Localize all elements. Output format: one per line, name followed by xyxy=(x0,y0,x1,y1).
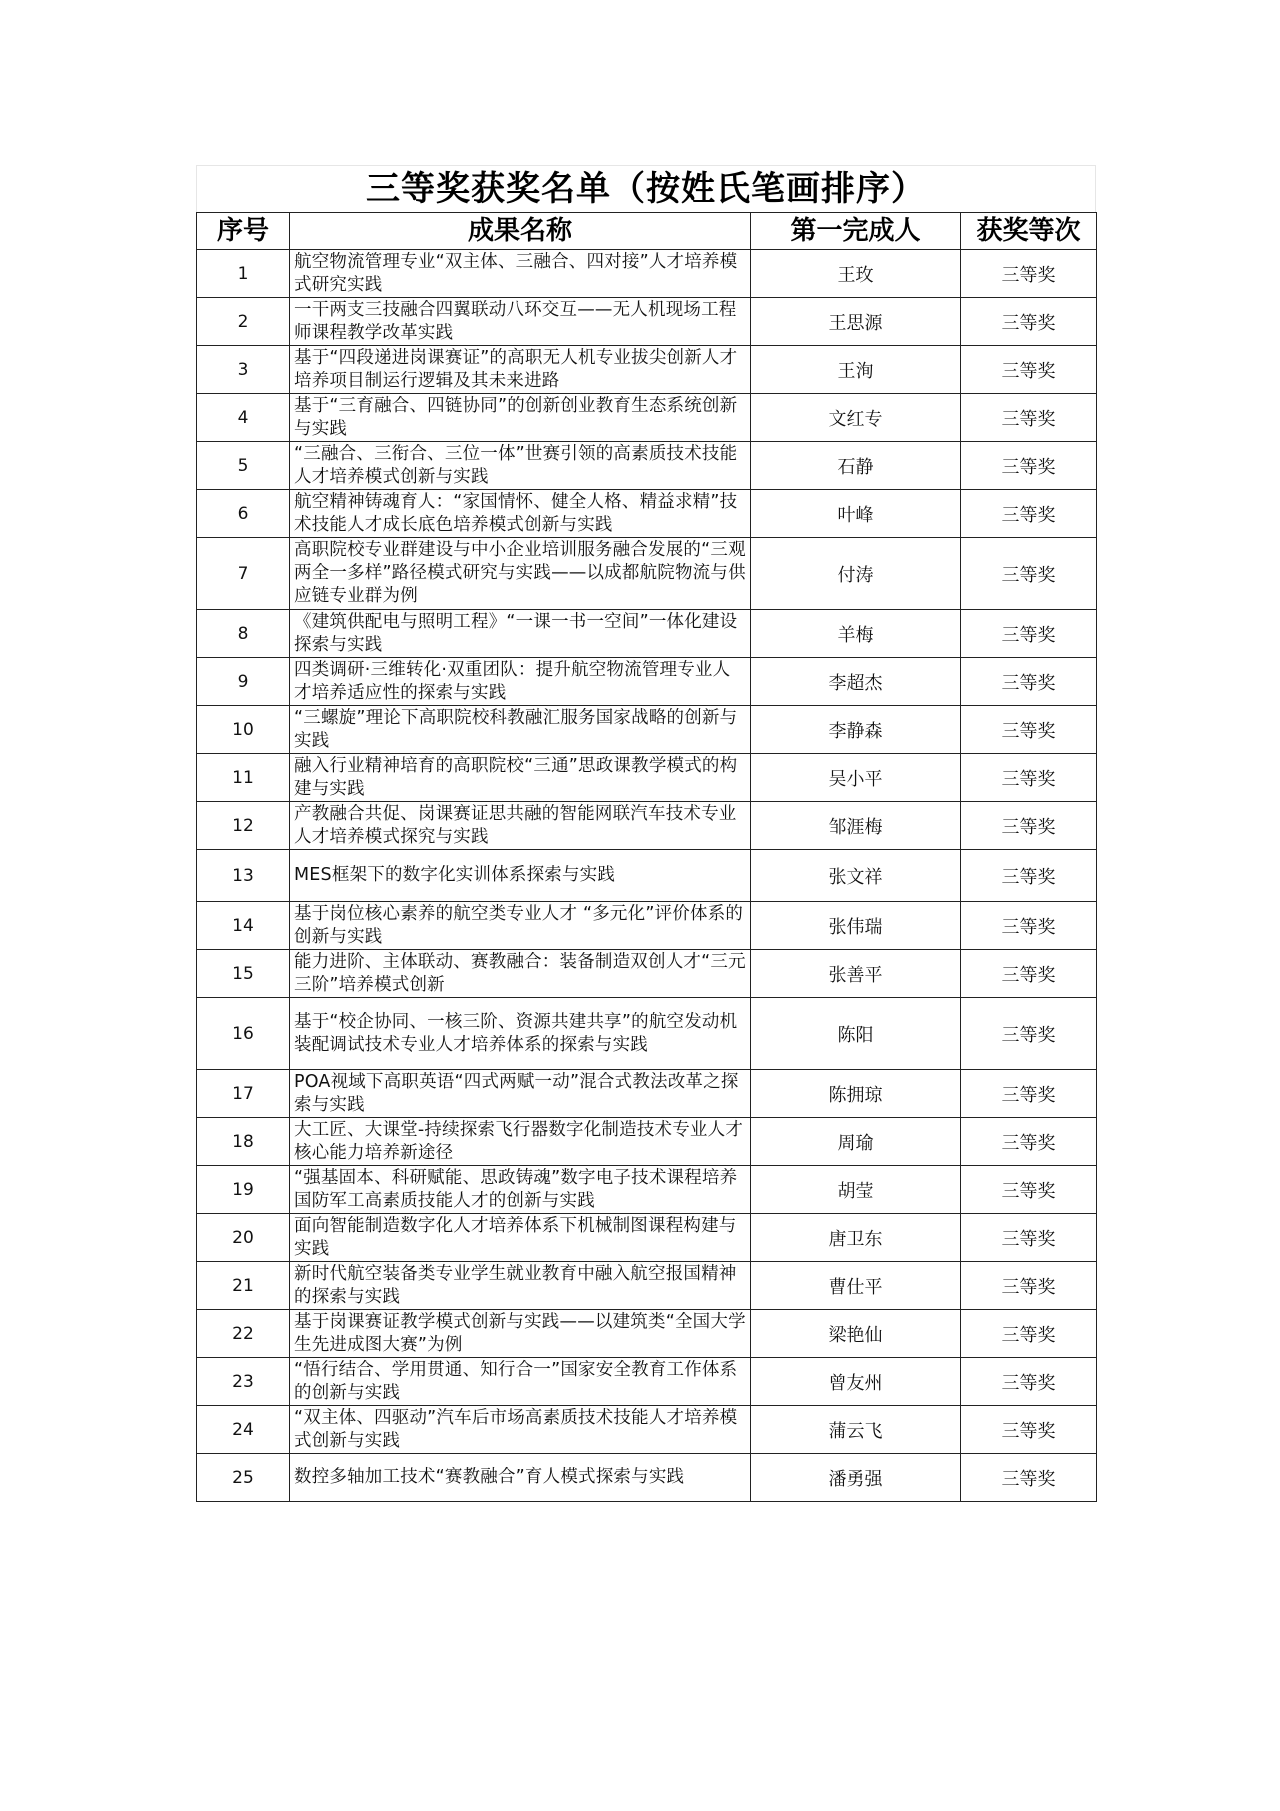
row-first-completer: 王玫 xyxy=(751,250,961,298)
row-serial-number: 24 xyxy=(197,1406,290,1454)
row-award-level: 三等奖 xyxy=(961,706,1097,754)
table-row xyxy=(197,538,1097,610)
table-row xyxy=(197,802,1097,850)
table-row xyxy=(197,1358,1097,1406)
row-serial-number: 11 xyxy=(197,754,290,802)
row-achievement-name: 四类调研·三维转化·双重团队：提升航空物流管理专业人才培养适应性的探索与实践 xyxy=(290,658,751,706)
row-serial-number: 15 xyxy=(197,950,290,998)
row-serial-number: 5 xyxy=(197,442,290,490)
table-row xyxy=(197,298,1097,346)
row-achievement-name: 基于“四段递进岗课赛证”的高职无人机专业拔尖创新人才培养项目制运行逻辑及其未来进路 xyxy=(290,346,751,394)
row-award-level: 三等奖 xyxy=(961,490,1097,538)
table-row xyxy=(197,1262,1097,1310)
table-row xyxy=(197,1406,1097,1454)
row-award-level: 三等奖 xyxy=(961,1406,1097,1454)
row-serial-number: 22 xyxy=(197,1310,290,1358)
row-award-level: 三等奖 xyxy=(961,1166,1097,1214)
row-award-level: 三等奖 xyxy=(961,1358,1097,1406)
row-serial-number: 8 xyxy=(197,610,290,658)
table-row xyxy=(197,1070,1097,1118)
table-row xyxy=(197,394,1097,442)
row-serial-number: 9 xyxy=(197,658,290,706)
row-award-level: 三等奖 xyxy=(961,998,1097,1070)
row-serial-number: 21 xyxy=(197,1262,290,1310)
row-first-completer: 潘勇强 xyxy=(751,1454,961,1502)
row-achievement-name: 大工匠、大课堂-持续探索飞行器数字化制造技术专业人才核心能力培养新途径 xyxy=(290,1118,751,1166)
row-serial-number: 6 xyxy=(197,490,290,538)
row-first-completer: 文红专 xyxy=(751,394,961,442)
row-serial-number: 1 xyxy=(197,250,290,298)
row-serial-number: 3 xyxy=(197,346,290,394)
table-row xyxy=(197,902,1097,950)
table-row xyxy=(197,346,1097,394)
row-achievement-name: 面向智能制造数字化人才培养体系下机械制图课程构建与实践 xyxy=(290,1214,751,1262)
table-row xyxy=(197,1310,1097,1358)
table-header-row xyxy=(197,213,1097,250)
row-award-level: 三等奖 xyxy=(961,1118,1097,1166)
row-achievement-name: 《建筑供配电与照明工程》“一课一书一空间”一体化建设探索与实践 xyxy=(290,610,751,658)
row-achievement-name: MES框架下的数字化实训体系探索与实践 xyxy=(290,850,751,902)
row-first-completer: 曾友州 xyxy=(751,1358,961,1406)
row-award-level: 三等奖 xyxy=(961,442,1097,490)
table-row xyxy=(197,998,1097,1070)
row-first-completer: 陈阳 xyxy=(751,998,961,1070)
row-first-completer: 邹涯梅 xyxy=(751,802,961,850)
table-row xyxy=(197,442,1097,490)
row-achievement-name: “三融合、三衔合、三位一体”世赛引领的高素质技术技能人才培养模式创新与实践 xyxy=(290,442,751,490)
row-first-completer: 羊梅 xyxy=(751,610,961,658)
table-row xyxy=(197,1214,1097,1262)
row-award-level: 三等奖 xyxy=(961,1310,1097,1358)
row-award-level: 三等奖 xyxy=(961,1214,1097,1262)
row-serial-number: 13 xyxy=(197,850,290,902)
row-first-completer: 李静森 xyxy=(751,706,961,754)
row-achievement-name: 高职院校专业群建设与中小企业培训服务融合发展的“三观两全一多样”路径模式研究与实践——以成都航院物流与供应链专业群为例 xyxy=(290,538,751,610)
table-row xyxy=(197,1166,1097,1214)
row-first-completer: 曹仕平 xyxy=(751,1262,961,1310)
award-list-sheet xyxy=(196,165,1096,1502)
table-row xyxy=(197,950,1097,998)
row-achievement-name: 航空物流管理专业“双主体、三融合、四对接”人才培养模式研究实践 xyxy=(290,250,751,298)
row-serial-number: 23 xyxy=(197,1358,290,1406)
row-award-level: 三等奖 xyxy=(961,346,1097,394)
row-serial-number: 7 xyxy=(197,538,290,610)
row-achievement-name: 基于“三育融合、四链协同”的创新创业教育生态系统创新与实践 xyxy=(290,394,751,442)
row-serial-number: 17 xyxy=(197,1070,290,1118)
table-row xyxy=(197,250,1097,298)
row-serial-number: 12 xyxy=(197,802,290,850)
row-award-level: 三等奖 xyxy=(961,802,1097,850)
row-first-completer: 张文祥 xyxy=(751,850,961,902)
row-award-level: 三等奖 xyxy=(961,850,1097,902)
row-achievement-name: “强基固本、科研赋能、思政铸魂”数字电子技术课程培养国防军工高素质技能人才的创新与实践 xyxy=(290,1166,751,1214)
row-first-completer: 唐卫东 xyxy=(751,1214,961,1262)
table-row xyxy=(197,658,1097,706)
row-achievement-name: 新时代航空装备类专业学生就业教育中融入航空报国精神的探索与实践 xyxy=(290,1262,751,1310)
row-achievement-name: “三螺旋”理论下高职院校科教融汇服务国家战略的创新与实践 xyxy=(290,706,751,754)
row-achievement-name: 能力进阶、主体联动、赛教融合：装备制造双创人才“三元三阶”培养模式创新 xyxy=(290,950,751,998)
row-serial-number: 10 xyxy=(197,706,290,754)
row-award-level: 三等奖 xyxy=(961,658,1097,706)
row-first-completer: 张善平 xyxy=(751,950,961,998)
header-award-level: 获奖等次 xyxy=(961,213,1097,250)
row-achievement-name: 基于岗课赛证教学模式创新与实践——以建筑类“全国大学生先进成图大赛”为例 xyxy=(290,1310,751,1358)
row-serial-number: 4 xyxy=(197,394,290,442)
row-serial-number: 14 xyxy=(197,902,290,950)
row-first-completer: 周瑜 xyxy=(751,1118,961,1166)
row-award-level: 三等奖 xyxy=(961,1070,1097,1118)
row-serial-number: 16 xyxy=(197,998,290,1070)
row-achievement-name: POA视域下高职英语“四式两赋一动”混合式教法改革之探索与实践 xyxy=(290,1070,751,1118)
row-first-completer: 付涛 xyxy=(751,538,961,610)
row-award-level: 三等奖 xyxy=(961,1262,1097,1310)
row-achievement-name: 基于“校企协同、一核三阶、资源共建共享”的航空发动机装配调试技术专业人才培养体系的探索与实践 xyxy=(290,998,751,1070)
row-first-completer: 王思源 xyxy=(751,298,961,346)
row-serial-number: 19 xyxy=(197,1166,290,1214)
row-achievement-name: 融入行业精神培育的高职院校“三通”思政课教学模式的构建与实践 xyxy=(290,754,751,802)
row-first-completer: 胡莹 xyxy=(751,1166,961,1214)
row-achievement-name: 数控多轴加工技术“赛教融合”育人模式探索与实践 xyxy=(290,1454,751,1502)
row-first-completer: 梁艳仙 xyxy=(751,1310,961,1358)
header-achievement-name: 成果名称 xyxy=(290,213,751,250)
row-serial-number: 2 xyxy=(197,298,290,346)
header-first-completer: 第一完成人 xyxy=(751,213,961,250)
row-award-level: 三等奖 xyxy=(961,538,1097,610)
table-row xyxy=(197,1454,1097,1502)
row-first-completer: 陈拥琼 xyxy=(751,1070,961,1118)
row-achievement-name: 航空精神铸魂育人：“家国情怀、健全人格、精益求精”技术技能人才成长底色培养模式创新与实践 xyxy=(290,490,751,538)
row-award-level: 三等奖 xyxy=(961,950,1097,998)
table-row xyxy=(197,1118,1097,1166)
row-award-level: 三等奖 xyxy=(961,250,1097,298)
table-body xyxy=(197,250,1097,1502)
row-award-level: 三等奖 xyxy=(961,610,1097,658)
table-row xyxy=(197,706,1097,754)
header-serial-number: 序号 xyxy=(197,213,290,250)
row-first-completer: 吴小平 xyxy=(751,754,961,802)
row-first-completer: 叶峰 xyxy=(751,490,961,538)
row-serial-number: 20 xyxy=(197,1214,290,1262)
row-award-level: 三等奖 xyxy=(961,902,1097,950)
row-award-level: 三等奖 xyxy=(961,754,1097,802)
row-achievement-name: “双主体、四驱动”汽车后市场高素质技术技能人才培养模式创新与实践 xyxy=(290,1406,751,1454)
page-title: 三等奖获奖名单（按姓氏笔画排序） xyxy=(196,165,1096,212)
table-row xyxy=(197,850,1097,902)
row-award-level: 三等奖 xyxy=(961,298,1097,346)
row-achievement-name: 产教融合共促、岗课赛证思共融的智能网联汽车技术专业人才培养模式探究与实践 xyxy=(290,802,751,850)
row-award-level: 三等奖 xyxy=(961,394,1097,442)
row-first-completer: 李超杰 xyxy=(751,658,961,706)
row-first-completer: 石静 xyxy=(751,442,961,490)
table-row xyxy=(197,754,1097,802)
table-row xyxy=(197,610,1097,658)
table-row xyxy=(197,490,1097,538)
row-achievement-name: 基于岗位核心素养的航空类专业人才 “多元化”评价体系的创新与实践 xyxy=(290,902,751,950)
row-award-level: 三等奖 xyxy=(961,1454,1097,1502)
row-first-completer: 蒲云飞 xyxy=(751,1406,961,1454)
row-first-completer: 王洵 xyxy=(751,346,961,394)
row-serial-number: 25 xyxy=(197,1454,290,1502)
row-achievement-name: “悟行结合、学用贯通、知行合一”国家安全教育工作体系的创新与实践 xyxy=(290,1358,751,1406)
row-serial-number: 18 xyxy=(197,1118,290,1166)
row-achievement-name: 一干两支三技融合四翼联动八环交互——无人机现场工程师课程教学改革实践 xyxy=(290,298,751,346)
award-table xyxy=(196,212,1097,1502)
row-first-completer: 张伟瑞 xyxy=(751,902,961,950)
